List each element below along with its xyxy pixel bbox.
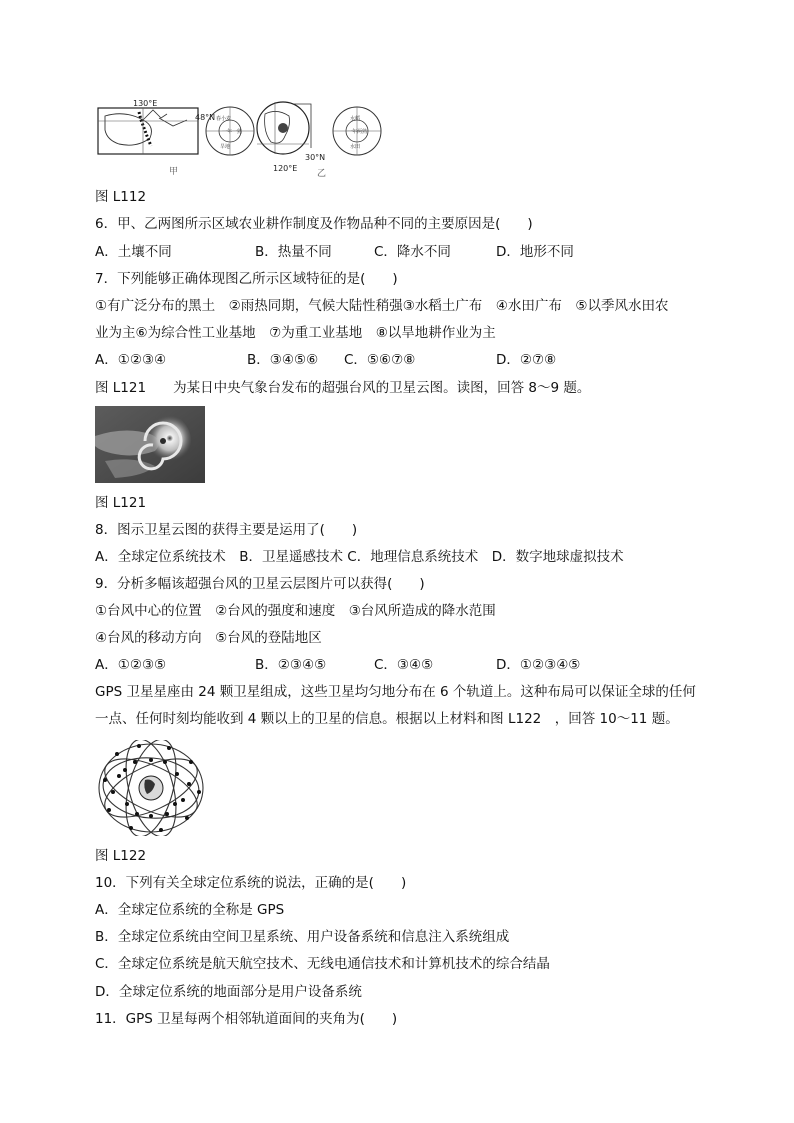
yi-dial-label-3: 水田: [350, 144, 361, 150]
yi-dial-label-2: 一年两熟: [347, 129, 368, 135]
yi-lon-label: 120°E: [273, 164, 298, 173]
dial-jia: [206, 107, 254, 155]
q7-option-c: C．⑤⑥⑦⑧: [344, 352, 416, 368]
q6-option-b: B．热量不同: [255, 244, 332, 260]
jia-dial-label-2: 一年一熟: [222, 129, 243, 135]
yi-dial-label-1: 水稻: [350, 116, 361, 122]
q10-option-b: B．全球定位系统由空间卫星系统、用户设备系统和信息注入系统组成: [95, 929, 510, 945]
q7-option-b: B．③④⑤⑥: [247, 352, 319, 368]
map-jia: [98, 99, 215, 177]
figure-l121-caption: 图 L121: [95, 495, 147, 511]
yi-caption: 乙: [317, 169, 327, 178]
intro-l121: 图 L121 为某日中央气象台发布的超强台风的卫星云图。读图，回答 8～9 题。: [95, 380, 591, 396]
q6-option-d: D．地形不同: [496, 244, 574, 260]
satellite-cloud-image: [95, 406, 205, 483]
q6-option-a: A．土壤不同: [95, 244, 172, 260]
q7-items-line-1: ①有广泛分布的黑土 ②雨热同期，气候大陆性稍强③水稻土广布 ④水田广布 ⑤以季风水田农: [95, 298, 669, 314]
q9-option-a: A．①②③⑤: [95, 657, 167, 673]
q8-stem: 8．图示卫星云图的获得主要是运用了( ): [95, 522, 358, 538]
q6-stem: 6．甲、乙两图所示区域农业耕作制度及作物品种不同的主要原因是( ): [95, 216, 533, 232]
q10-option-a: A．全球定位系统的全称是 GPS: [95, 902, 285, 918]
map-yi: [257, 102, 326, 178]
q9-option-b: B．②③④⑤: [255, 657, 327, 673]
map-figure-l112: [95, 96, 395, 178]
q7-option-a: A．①②③④: [95, 352, 167, 368]
q7-option-d: D．②⑦⑧: [496, 352, 557, 368]
gps-orbit-diagram: [95, 740, 207, 836]
q9-items-line-2: ④台风的移动方向 ⑤台风的登陆地区: [95, 630, 322, 646]
jia-lat-label: 48°N: [195, 113, 216, 122]
q9-option-d: D．①②③④⑤: [496, 657, 581, 673]
q8-options: A．全球定位系统技术 B．卫星遥感技术 C．地理信息系统技术 D．数字地球虚拟技术: [95, 549, 624, 565]
q7-items-line-2: 业为主⑥为综合性工业基地 ⑦为重工业基地 ⑧以旱地耕作业为主: [95, 325, 496, 341]
yi-lat-label: 30°N: [305, 153, 326, 162]
figure-l121: [95, 406, 205, 483]
q11-stem: 11．GPS 卫星每两个相邻轨道面间的夹角为( ): [95, 1011, 398, 1027]
q9-stem: 9．分析多幅该超强台风的卫星云层图片可以获得( ): [95, 576, 425, 592]
intro-l122-line-1: GPS 卫星星座由 24 颗卫星组成，这些卫星均匀地分布在 6 个轨道上。这种布局可以保证全球的任何: [95, 684, 696, 700]
jia-dial-label-3: 旱地: [220, 144, 231, 150]
jia-caption: 甲: [169, 167, 179, 177]
jia-dial-label-1: 春小麦: [216, 116, 232, 122]
jia-lon-label: 130°E: [133, 99, 158, 108]
q10-option-d: D．全球定位系统的地面部分是用户设备系统: [95, 984, 362, 1000]
figure-l112: [95, 96, 395, 178]
q10-option-c: C．全球定位系统是航天航空技术、无线电通信技术和计算机技术的综合结晶: [95, 956, 550, 972]
figure-l122: [95, 740, 207, 836]
figure-l112-caption: 图 L112: [95, 189, 147, 205]
q6-option-c: C．降水不同: [374, 244, 451, 260]
figure-l122-caption: 图 L122: [95, 848, 147, 864]
intro-l122-line-2: 一点、任何时刻均能收到 4 颗以上的卫星的信息。根据以上材料和图 L122 ，回答 10～11 题。: [95, 711, 679, 727]
q7-stem: 7．下列能够正确体现图乙所示区域特征的是( ): [95, 271, 398, 287]
dial-yi: [333, 107, 381, 155]
q9-items-line-1: ①台风中心的位置 ②台风的强度和速度 ③台风所造成的降水范围: [95, 603, 496, 619]
q9-option-c: C．③④⑤: [374, 657, 434, 673]
q10-stem: 10．下列有关全球定位系统的说法，正确的是( ): [95, 875, 407, 891]
